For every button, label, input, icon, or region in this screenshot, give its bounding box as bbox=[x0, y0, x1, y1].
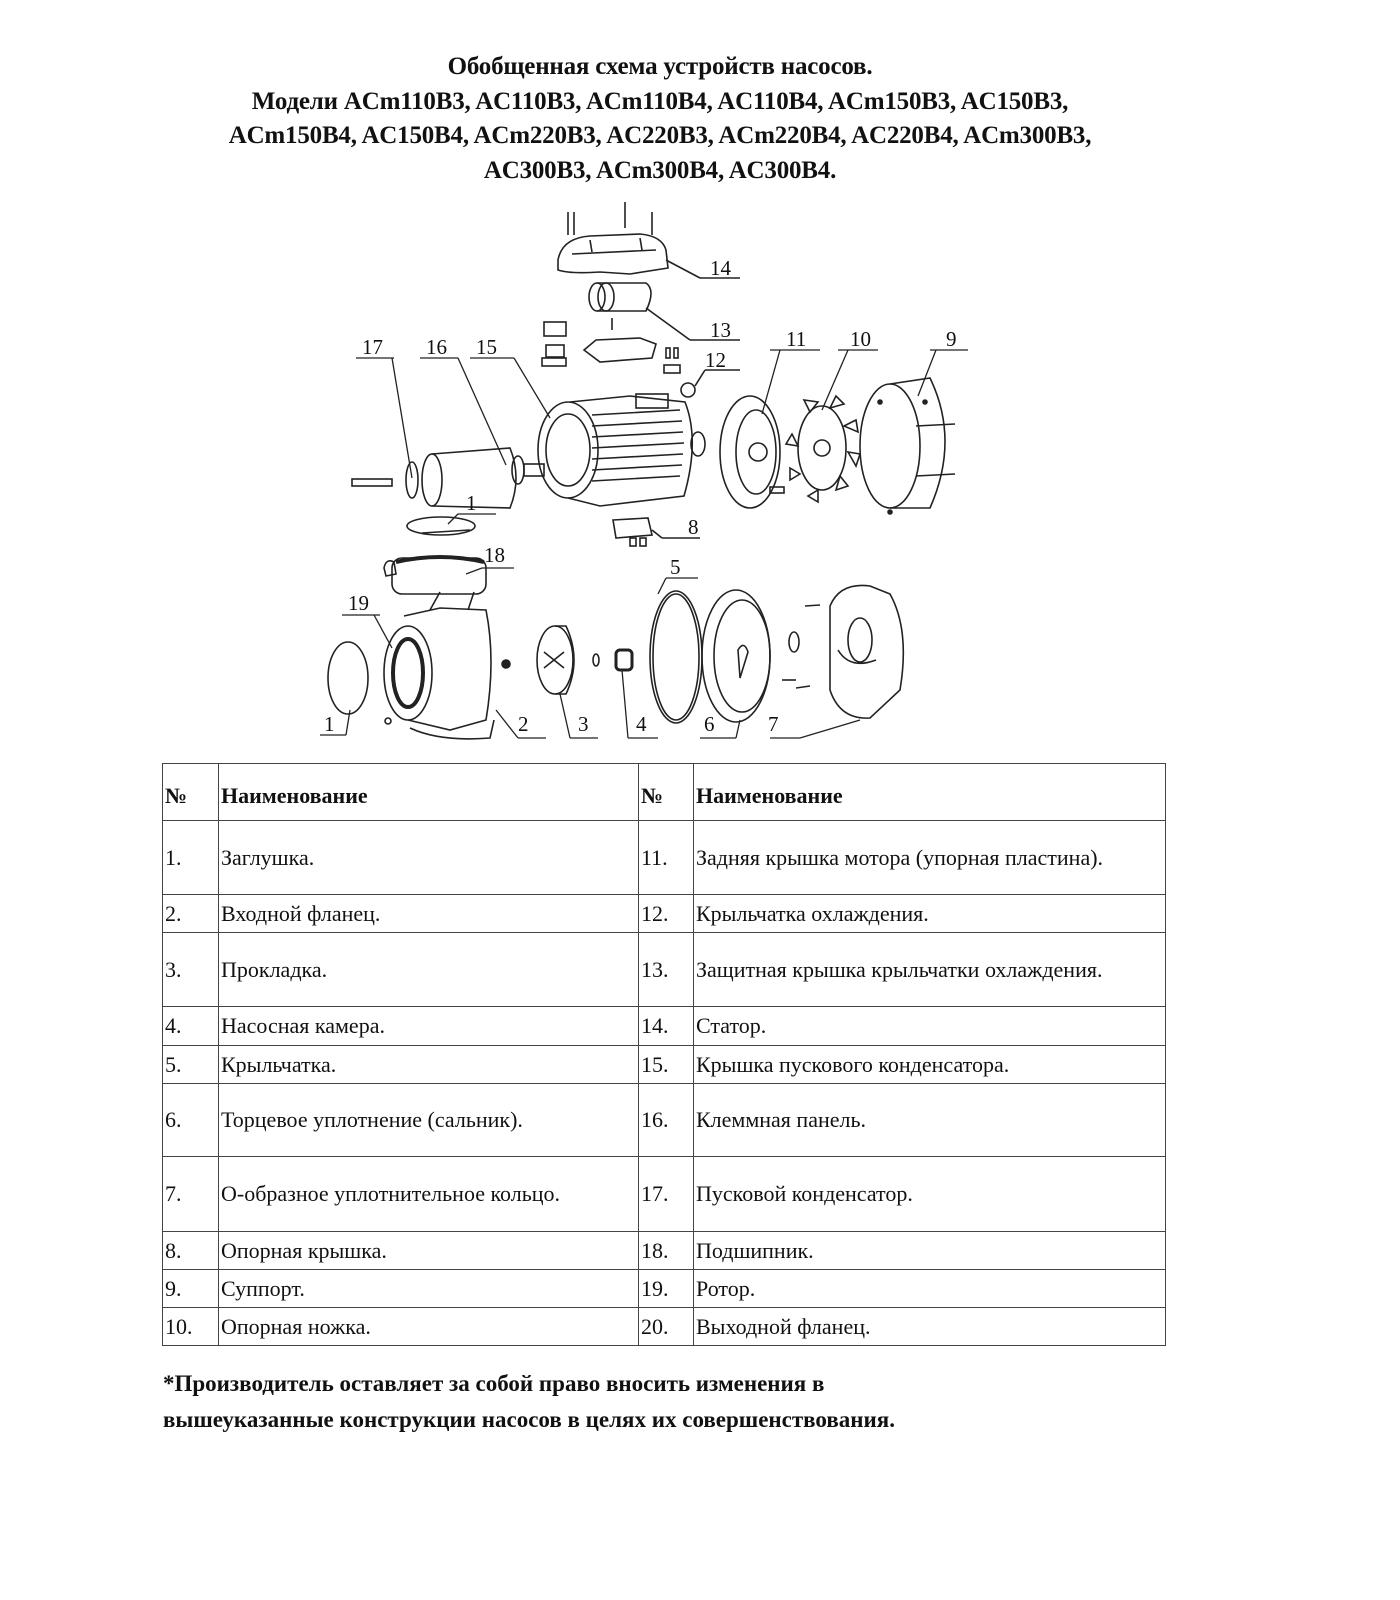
row-name: Опорная ножка. bbox=[219, 1308, 639, 1346]
title-line-1: Обобщенная схема устройств насосов. bbox=[447, 53, 873, 80]
callout-12: 12 bbox=[705, 348, 726, 372]
table-header-row bbox=[163, 764, 1166, 821]
callout-17: 17 bbox=[362, 335, 383, 359]
callout-4: 4 bbox=[636, 712, 647, 736]
callout-18: 18 bbox=[484, 543, 505, 567]
row-name-2: Пусковой конденсатор. bbox=[694, 1157, 1166, 1232]
row-name: Крыльчатка. bbox=[219, 1046, 639, 1084]
row-no: 4. bbox=[163, 1007, 219, 1046]
table-row bbox=[163, 1046, 1166, 1084]
header-name: Наименование bbox=[219, 764, 639, 821]
row-name: Опорная крышка. bbox=[219, 1232, 639, 1270]
row-name-2: Защитная крышка крыльчатки охлаждения. bbox=[694, 933, 1166, 1007]
row-name-2: Ротор. bbox=[694, 1270, 1166, 1308]
header-no-2: № bbox=[639, 764, 694, 821]
row-no: 8. bbox=[163, 1232, 219, 1270]
title-line-2: Модели ACm110B3, AC110B3, ACm110B4, AC110B4, ACm150B3, AC150B3, bbox=[251, 87, 1069, 115]
table-row bbox=[163, 1232, 1166, 1270]
impeller-part bbox=[593, 650, 632, 670]
row-name: Суппорт. bbox=[219, 1270, 639, 1308]
title-line-4: AC300B3, ACm300B4, AC300B4. bbox=[483, 156, 837, 184]
row-no: 3. bbox=[163, 933, 219, 1007]
stator-housing-part bbox=[538, 394, 705, 546]
row-name-2: Крыльчатка охлаждения. bbox=[694, 895, 1166, 933]
row-name: Насосная камера. bbox=[219, 1007, 639, 1046]
pump-body-part bbox=[328, 517, 494, 739]
callout-16: 16 bbox=[426, 335, 447, 359]
rear-cover-part bbox=[720, 396, 784, 508]
callout-10: 10 bbox=[850, 327, 871, 351]
callout-8: 8 bbox=[688, 515, 699, 539]
table-row bbox=[163, 821, 1166, 895]
callout-1-top: 1 bbox=[466, 491, 477, 515]
footnote-line-1: *Производитель оставляет за собой право вносить изменения в bbox=[163, 1371, 825, 1396]
row-name-2: Статор. bbox=[694, 1007, 1166, 1046]
header-name-2: Наименование bbox=[694, 764, 1166, 821]
row-no: 2. bbox=[163, 895, 219, 933]
callout-15: 15 bbox=[476, 335, 497, 359]
row-no: 7. bbox=[163, 1157, 219, 1232]
row-no-2: 14. bbox=[639, 1007, 694, 1046]
row-name-2: Выходной фланец. bbox=[694, 1308, 1166, 1346]
callout-3: 3 bbox=[578, 712, 589, 736]
row-name-2: Задняя крышка мотора (упорная пластина). bbox=[694, 821, 1166, 895]
row-no: 6. bbox=[163, 1084, 219, 1157]
row-no-2: 20. bbox=[639, 1308, 694, 1346]
callout-19: 19 bbox=[348, 591, 369, 615]
callout-1: 1 bbox=[324, 712, 335, 736]
row-no-2: 18. bbox=[639, 1232, 694, 1270]
row-no: 1. bbox=[163, 821, 219, 895]
pump-chamber-part bbox=[502, 626, 574, 694]
callout-14: 14 bbox=[710, 256, 731, 280]
support-part bbox=[830, 585, 903, 718]
title-line-3: ACm150B4, AC150B4, ACm220B3, AC220B3, ACm220B4, AC220B4, ACm300B3, bbox=[228, 122, 1092, 149]
parts-table bbox=[162, 763, 1166, 1346]
footnote-line-2: вышеуказанные конструкции насосов в целях их совершенствования. bbox=[163, 1407, 895, 1432]
exploded-pump-diagram bbox=[300, 190, 1020, 755]
row-no-2: 11. bbox=[639, 821, 694, 895]
row-no-2: 19. bbox=[639, 1270, 694, 1308]
row-name-2: Подшипник. bbox=[694, 1232, 1166, 1270]
row-name: Прокладка. bbox=[219, 933, 639, 1007]
row-name: Входной фланец. bbox=[219, 895, 639, 933]
row-name-2: Крышка пускового конденсатора. bbox=[694, 1046, 1166, 1084]
table-row bbox=[163, 1084, 1166, 1157]
header-no: № bbox=[163, 764, 219, 821]
callout-9: 9 bbox=[946, 327, 957, 351]
row-name: Заглушка. bbox=[219, 821, 639, 895]
callout-6: 6 bbox=[704, 712, 715, 736]
cooling-fan-part bbox=[786, 396, 860, 502]
row-name: О-образное уплотнительное кольцо. bbox=[219, 1157, 639, 1232]
row-no-2: 13. bbox=[639, 933, 694, 1007]
table-row bbox=[163, 933, 1166, 1007]
table-row bbox=[163, 1007, 1166, 1046]
fan-cover-part bbox=[860, 378, 955, 514]
row-name: Торцевое уплотнение (сальник). bbox=[219, 1084, 639, 1157]
callout-11: 11 bbox=[786, 327, 807, 351]
callout-13: 13 bbox=[710, 318, 731, 342]
callout-5: 5 bbox=[670, 555, 681, 579]
footnote bbox=[163, 1366, 1163, 1438]
table-row bbox=[163, 895, 1166, 933]
row-no: 5. bbox=[163, 1046, 219, 1084]
row-name-2: Клеммная панель. bbox=[694, 1084, 1166, 1157]
seal-plate-part bbox=[702, 590, 820, 722]
table-row bbox=[163, 1270, 1166, 1308]
callout-7: 7 bbox=[768, 712, 779, 736]
row-no: 9. bbox=[163, 1270, 219, 1308]
row-no: 10. bbox=[163, 1308, 219, 1346]
table-row bbox=[163, 1308, 1166, 1346]
rotor-part bbox=[352, 448, 544, 508]
row-no-2: 17. bbox=[639, 1157, 694, 1232]
callout-2: 2 bbox=[518, 712, 529, 736]
table-row bbox=[163, 1157, 1166, 1232]
document-title bbox=[140, 50, 1180, 188]
row-no-2: 12. bbox=[639, 895, 694, 933]
row-no-2: 15. bbox=[639, 1046, 694, 1084]
o-ring-part bbox=[650, 591, 702, 723]
row-no-2: 16. bbox=[639, 1084, 694, 1157]
